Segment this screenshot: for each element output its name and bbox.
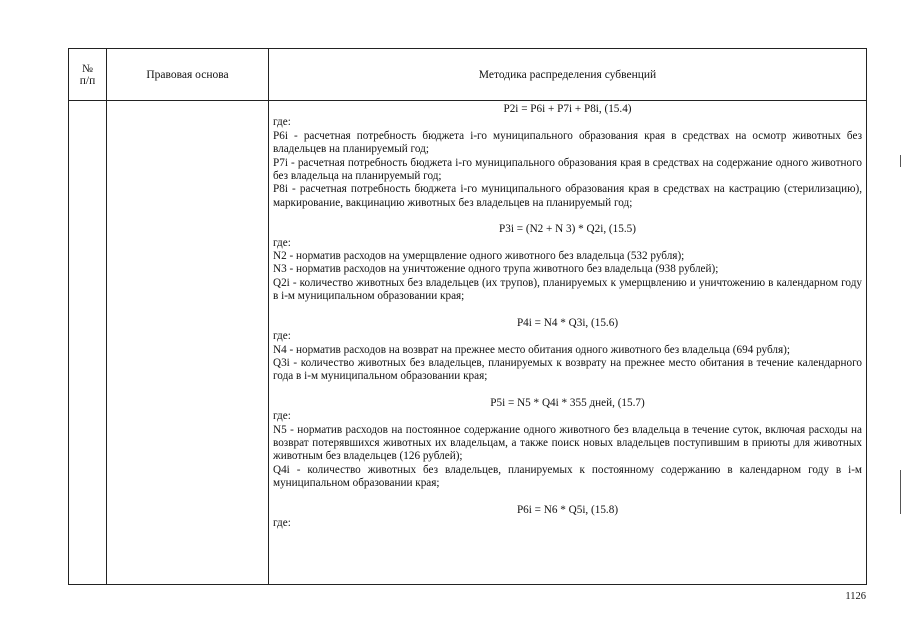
- definition-q3i: Q3i - количество животных без владельцев, планируемых к возврату на прежнее место обитания в течение календарного года в i-м муниципальном образовании края;: [273, 356, 862, 383]
- formula-15-7: P5i = N5 * Q4i * 355 дней, (15.7): [490, 396, 645, 409]
- definition-p7i: P7i - расчетная потребность бюджета i-го муниципального образования края в средствах на содержание одного животного без владельца на планируемый год;: [273, 156, 862, 183]
- definition-q4i: Q4i - количество животных без владельцев, планируемых к постоянному содержанию в календарном году в i-м муниципальном образовании края;: [273, 463, 862, 490]
- formula-15-5: P3i = (N2 + N 3) * Q2i, (15.5): [499, 223, 636, 236]
- table-body-row: [69, 101, 867, 585]
- cell-legal-basis: [107, 101, 269, 585]
- definition-q2i: Q2i - количество животных без владельцев (их трупов), планируемых к умерщвлению и уничтожению в календарном году в i-м муниципальном образовании края;: [273, 276, 862, 303]
- definition-n4: N4 - норматив расходов на возврат на прежнее место обитания одного животного без владельца (694 рубля);: [273, 343, 790, 356]
- header-legal-basis: Правовая основа: [107, 49, 269, 101]
- formula-15-4: P2i = P6i + P7i + P8i, (15.4): [503, 103, 632, 115]
- scan-margin-mark: [900, 155, 901, 167]
- formula-15-8: P6i = N6 * Q5i, (15.8): [516, 503, 619, 516]
- header-methodology: Методика распределения субвенций: [269, 49, 867, 101]
- cell-num: [69, 101, 107, 585]
- definition-n2: N2 - норматив расходов на умерщвление одного животного без владельца (532 рубля);: [273, 250, 685, 263]
- header-num: № п/п: [69, 49, 107, 101]
- where-label: где:: [273, 516, 291, 529]
- table-header-row: [69, 49, 867, 101]
- where-label: где:: [273, 330, 291, 343]
- methodology-table: [68, 48, 867, 585]
- scan-margin-mark: [900, 470, 901, 514]
- cell-methodology: [269, 101, 867, 585]
- definition-n5: N5 - норматив расходов на постоянное содержание одного животного без владельца в течение суток, включая расходы на возврат потерявшихся животных их владельцам, а также поиск новых владельцев поступившим в приюты для животных животным без владельцев (126 рублей);: [273, 423, 862, 463]
- where-label: где:: [273, 236, 291, 249]
- formula-15-6: P4i = N4 * Q3i, (15.6): [516, 316, 619, 329]
- definition-n3: N3 - норматив расходов на уничтожение одного трупа животного без владельца (938 рублей);: [273, 263, 719, 276]
- definition-p8i: P8i - расчетная потребность бюджета i-го муниципального образования края в средствах на кастрацию (стерилизацию), маркирование, вакцинацию животных без владельцев на планируемый год;: [273, 183, 862, 209]
- where-label: где:: [273, 410, 291, 423]
- where-label: где:: [273, 116, 291, 129]
- page-number: 1126: [845, 591, 866, 602]
- definition-p6i: P6i - расчетная потребность бюджета i-го муниципального образования края в средствах на осмотр животных без владельцев на планируемый год;: [273, 129, 862, 156]
